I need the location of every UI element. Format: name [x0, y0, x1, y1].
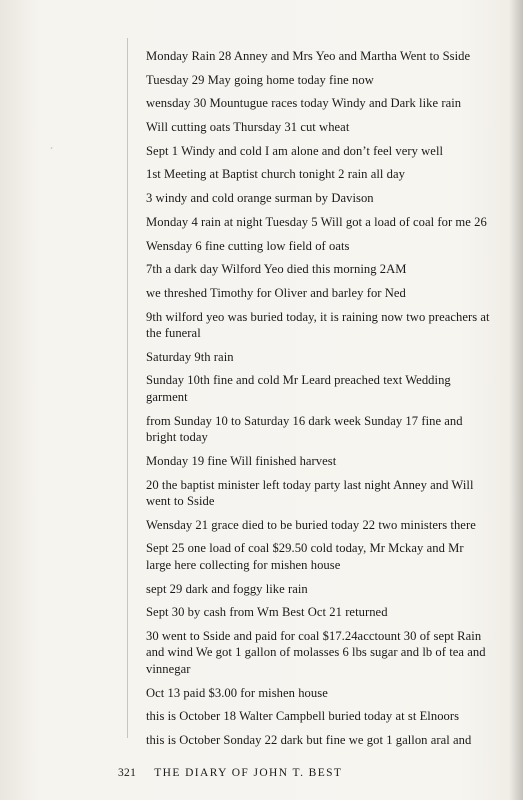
diary-entry: sept 29 dark and foggy like rain: [146, 581, 308, 596]
diary-entry: Saturday 9th rain: [146, 349, 234, 364]
diary-entry: Wensday 6 fine cutting low field of oats: [146, 238, 350, 253]
diary-entry: this is October Sonday 22 dark but fine we got 1 gallon aral and: [146, 733, 472, 747]
diary-entry: Monday Rain 28 Anney and Mrs Yeo and Martha Went to Sside: [146, 49, 471, 63]
diary-entry: Monday 19 fine Will finished harvest: [146, 453, 337, 468]
diary-entry: this is October 18 Walter Campbell buried today at st Elnoors: [146, 709, 460, 724]
diary-entry: Sept 25 one load of coal $29.50 cold today, Mr Mckay and Mr large here collecting for mishen house: [146, 541, 464, 572]
page-number: 321: [118, 767, 137, 779]
diary-entry: 3 windy and cold orange surman by Davison: [146, 191, 374, 206]
running-title: THE DIARY OF JOHN T. BEST: [154, 767, 343, 779]
diary-entry: Sunday 10th fine and cold Mr Leard preached text Wedding garment: [146, 373, 451, 404]
diary-entry: Oct 13 paid $3.00 for mishen house: [146, 685, 328, 700]
page-edge-shadow: [509, 0, 523, 800]
page-footer: [118, 767, 498, 779]
diary-entry: Monday 4 rain at night Tuesday 5 Will got a load of coal for me 26: [146, 214, 487, 229]
diary-entry: Will cutting oats Thursday 31 cut wheat: [146, 120, 350, 135]
diary-entry: Wensday 21 grace died to be buried today 22 two ministers there: [146, 517, 476, 532]
diary-entry: wensday 30 Mountugue races today Windy and Dark like rain: [146, 96, 462, 111]
diary-entry: Sept 30 by cash from Wm Best Oct 21 returned: [146, 605, 388, 620]
diary-entry: 1st Meeting at Baptist church tonight 2 rain all day: [146, 167, 405, 182]
diary-entry: we threshed Timothy for Oliver and barley for Ned: [146, 285, 406, 300]
diary-entry: from Sunday 10 to Saturday 16 dark week Sunday 17 fine and bright today: [146, 413, 463, 445]
diary-entry: Tuesday 29 May going home today fine now: [146, 72, 374, 87]
margin-rule: [127, 38, 128, 738]
diary-entry: Sept 1 Windy and cold I am alone and don’t feel very well: [146, 143, 444, 158]
diary-entry: 30 went to Sside and paid for coal $17.24acctount 30 of sept Rain and wind We got 1 gallon of molasses 6 lbs sugar and lb of tea and vinnegar: [146, 628, 486, 676]
diary-entry: 7th a dark day Wilford Yeo died this morning 2AM: [146, 262, 407, 277]
diary-entry: 20 the baptist minister left today party last night Anney and Will went to Sside: [146, 477, 474, 508]
diary-entry: 9th wilford yeo was buried today, it is raining now two preachers at the funeral: [146, 309, 490, 341]
stray-pencil-mark: ˊ: [50, 146, 53, 156]
diary-entries: [146, 48, 491, 756]
